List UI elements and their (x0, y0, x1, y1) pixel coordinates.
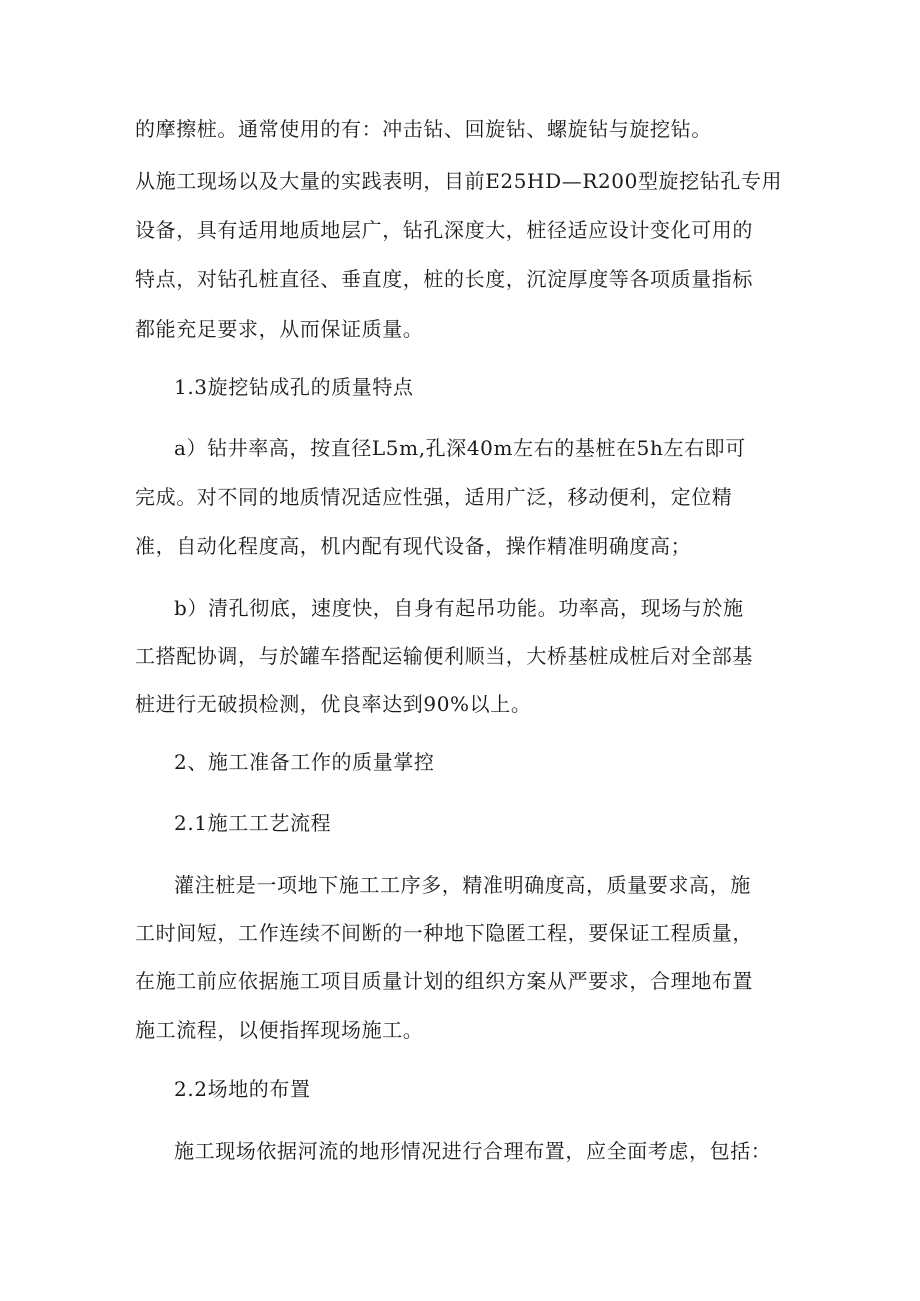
paragraph-line: 施工现场依据河流的地形情况进行合理布置，应全面考虑，包括： (174, 1139, 772, 1163)
paragraph-line: 施工流程，以便指挥现场施工。 (135, 1018, 424, 1042)
section-heading: 2.2场地的布置 (174, 1077, 311, 1101)
paragraph-line: 桩进行无破损检测，优良率达到90%以上。 (135, 692, 532, 716)
section-heading: 1.3旋挖钻成孔的质量特点 (174, 375, 414, 399)
paragraph-line: 特点，对钻孔桩直径、垂直度，桩的长度，沉淀厚度等各项质量指标 (135, 267, 753, 291)
paragraph-line: 完成。对不同的地质情况适应性强，适用广泛，移动便利，定位精 (135, 485, 733, 509)
paragraph-line: 在施工前应依据施工项目质量计划的组织方案从严要求，合理地布置 (135, 969, 753, 993)
paragraph-line: 都能充足要求，从而保证质量。 (135, 317, 424, 341)
paragraph-line: b）清孔彻底，速度快，自身有起吊功能。功率高，现场与於施 (174, 596, 744, 620)
paragraph-line: 从施工现场以及大量的实践表明，目前E25HD—R200型旋挖钻孔专用 (135, 169, 783, 193)
paragraph-line: a）钻井率高，按直径L5m,孔深40m左右的基桩在5h左右即可 (174, 436, 746, 460)
section-heading: 2.1施工工艺流程 (174, 811, 332, 835)
paragraph-line: 工时间短，工作连续不间断的一种地下隐匿工程，要保证工程质量， (135, 921, 753, 945)
paragraph-line: 灌注桩是一项地下施工工序多，精准明确度高，质量要求高，施 (174, 873, 751, 897)
paragraph-line: 设备，具有适用地质地层广，钻孔深度大，桩径适应设计变化可用的 (135, 218, 753, 242)
paragraph-line: 工搭配协调，与於罐车搭配运输便利顺当，大桥基桩成桩后对全部基 (135, 644, 753, 668)
paragraph-line: 准，自动化程度高，机内配有现代设备，操作精准明确度高； (135, 534, 692, 558)
section-heading: 2、施工准备工作的质量掌控 (174, 750, 435, 774)
paragraph-line: 的摩擦桩。通常使用的有：冲击钻、回旋钻、螺旋钻与旋挖钻。 (135, 117, 712, 141)
